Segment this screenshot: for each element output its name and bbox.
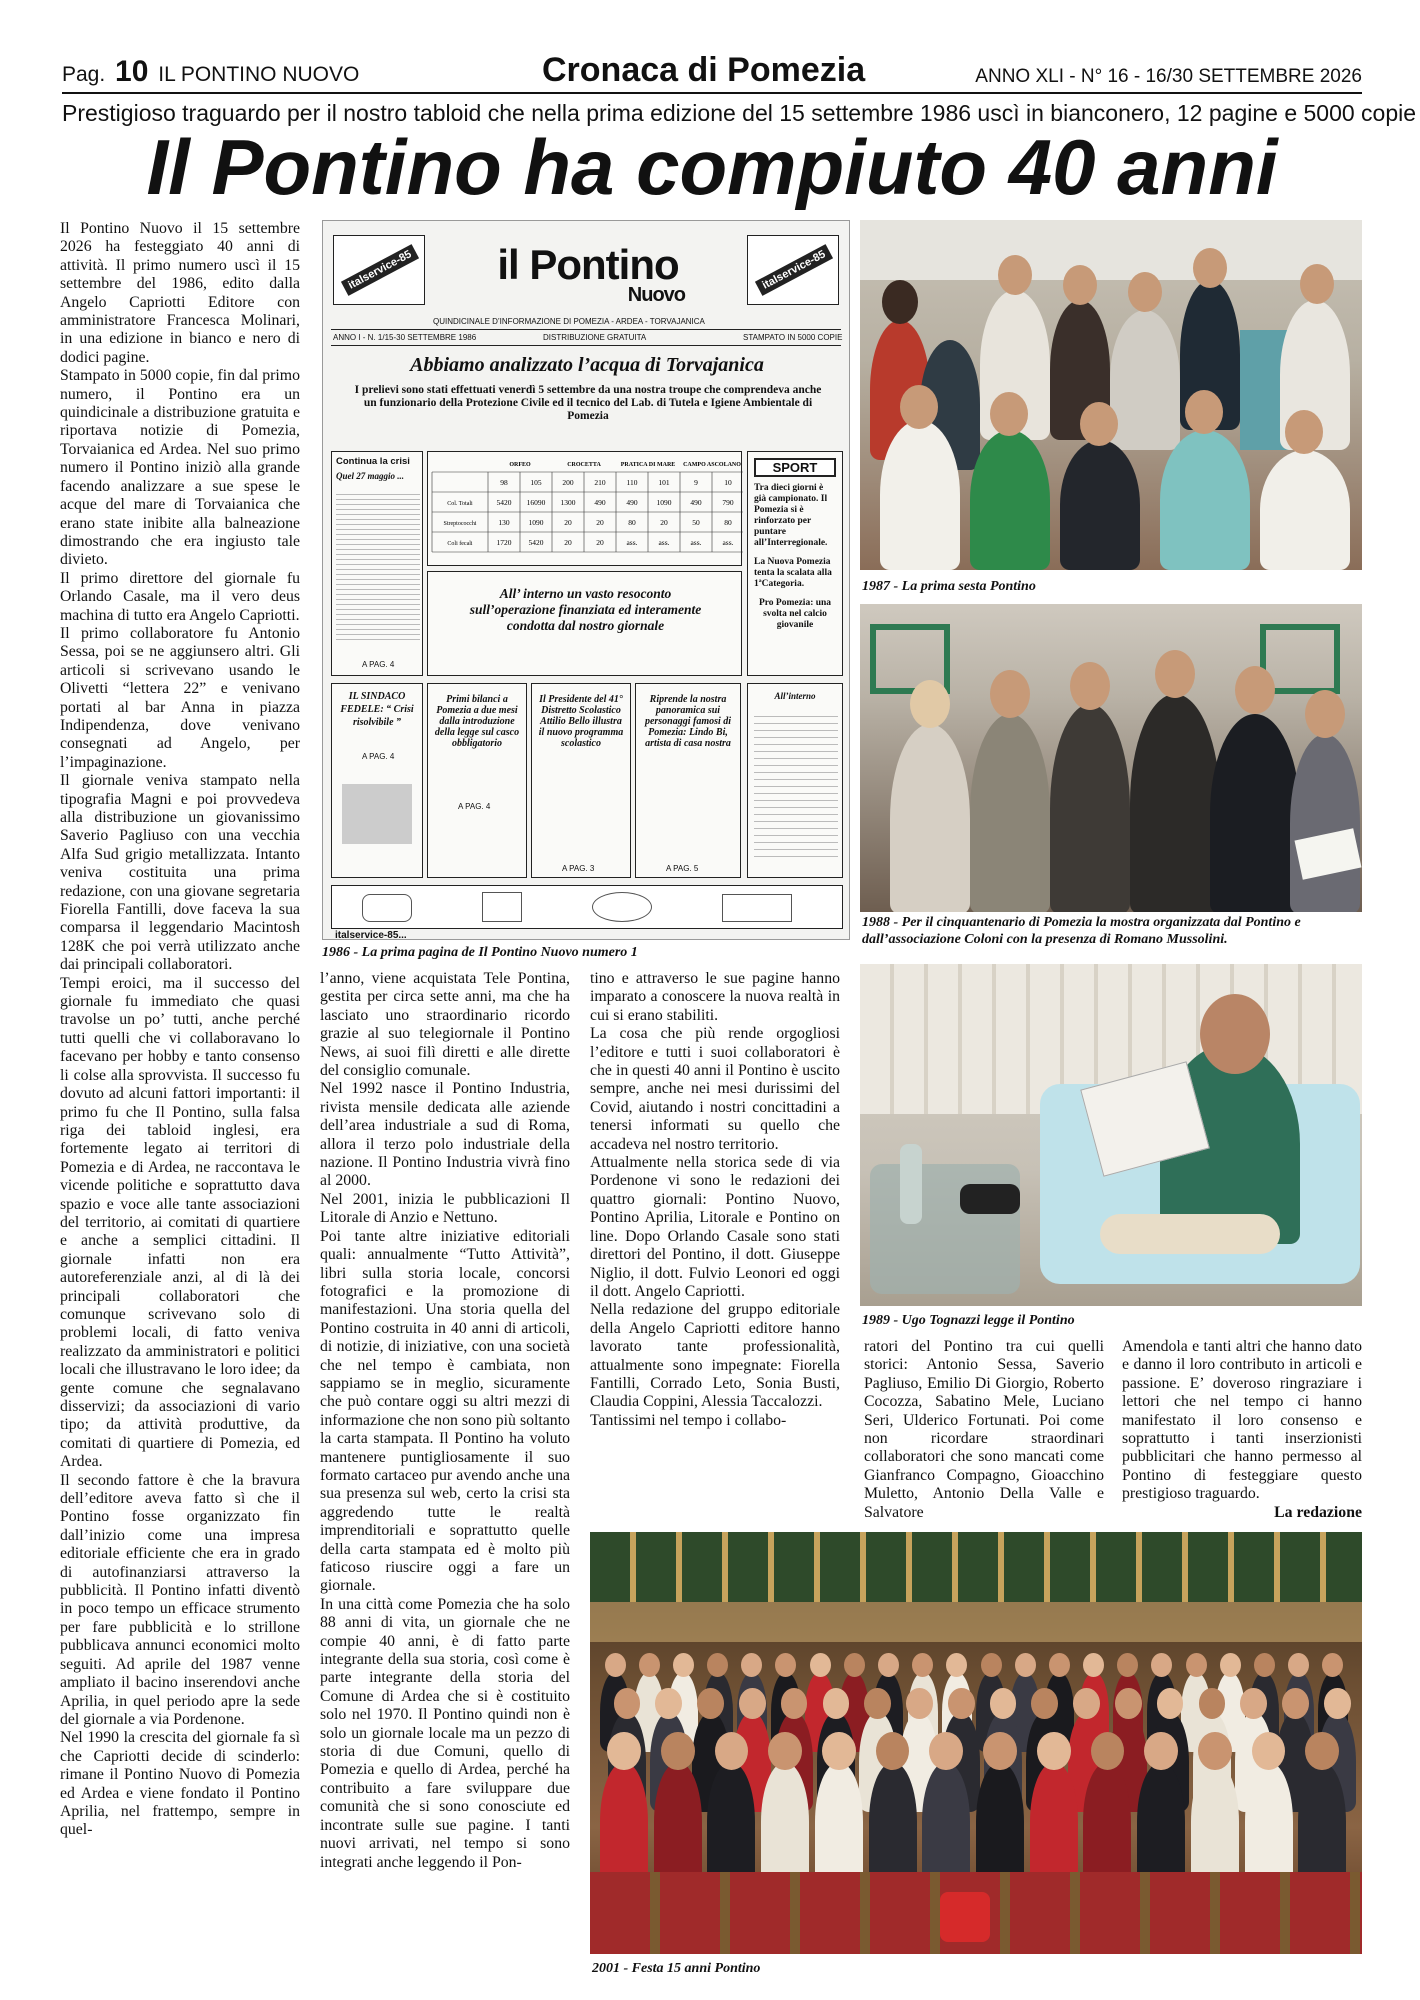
front-lead: I prelievi sono stati effettuati venerdì 5 settembre da una nostra troupe che comprendeva anche un funzionario della Protezione Civile ed il tecnico del Lab. di Tutela e Igiene Ambientale di Pomezia: [354, 384, 822, 422]
crowd-head: [697, 1688, 724, 1719]
paragraph: Nel 1990 la crescita del giornale fa sì che Capriotti decide di scinderlo: rimane il Pontino Nuovo di Pomezia ed Ardea e viene fondato il Pontino Aprilia, nel frattempo, sempre in quel-: [60, 1729, 300, 1839]
crowd-head: [946, 1653, 967, 1677]
crowd-head: [878, 1653, 899, 1677]
section-title: Cronaca di Pomezia: [542, 51, 866, 89]
crowd-head: [1324, 1688, 1351, 1719]
article-column-3: [590, 970, 840, 1510]
crowd-head: [912, 1653, 933, 1677]
crowd-head: [948, 1688, 975, 1719]
crowd-figure: [600, 1762, 648, 1882]
table-cell: 50: [692, 518, 700, 527]
print-run-line: STAMPATO IN 5000 COPIE: [743, 333, 843, 342]
table-cell: 10: [724, 478, 732, 487]
crowd-head: [1083, 1653, 1104, 1677]
crowd-figure: [1083, 1762, 1131, 1882]
article-column-5: [1122, 1338, 1362, 1528]
article-column-2: [320, 970, 570, 1980]
paragraph: Nel 1992 nasce il Pontino Industria, rivista mensile dedicata alle aziende dell’area industriale a sud di Roma, allora il terzo polo industriale della nazione. Il Pontino Industria vivrà fino al 2000.: [320, 1080, 570, 1190]
issue-line: ANNO I - N. 1/15-30 SETTEMBRE 1986: [333, 333, 477, 342]
crowd-head: [614, 1688, 641, 1719]
crowd-head: [1186, 1653, 1207, 1677]
article-column-1: [60, 220, 300, 1980]
crowd-figure: [1191, 1762, 1239, 1882]
crisis-box: Continua la crisi Quel 27 maggio ... A PAG. 4: [331, 451, 423, 676]
table-cell: ass.: [690, 538, 702, 547]
table-cell: ORFEO: [509, 462, 531, 468]
crowd-head: [1144, 1732, 1178, 1771]
publication-name: IL PONTINO NUOVO: [158, 63, 360, 86]
crowd-head: [768, 1732, 802, 1771]
crowd-figure: [869, 1762, 917, 1882]
paragraph: In una città come Pomezia che ha solo 88 anni di vita, un giornale che ne compie 40 anni, è di fatto parte integrante della sua storia, così come è parte integrante della storia del Comune di Ardea che si è costituito solo nel 1970. Il Pontino quindi non è solo un giornale locale ma un pezzo di storia di due Comuni, quello di Pomezia e quello di Ardea, perché ha contribuito a fare sviluppare due comunità che si sono conosciute ed incontrate sulle sue pagine. I tanti nuovi arrivati, nel tempo si sono integrati anche leggendo il Pon-: [320, 1595, 570, 1871]
paragraph: Nella redazione del gruppo editoriale della Angelo Capriotti editore hanno lavorato tante professionalità, attualmente sono impegnate: Fiorella Fantilli, Corrado Leto, Sonia Busti, Claudia Coppini, Alessia Taccalozzi.: [590, 1301, 840, 1411]
interno-box: All’interno: [747, 683, 843, 878]
crowd-head: [822, 1732, 856, 1771]
signature: La redazione: [1274, 1503, 1362, 1521]
crowd-head: [1015, 1653, 1036, 1677]
page-prefix: Pag.: [62, 63, 106, 86]
caption-1987: 1987 - La prima sesta Pontino: [862, 579, 1036, 594]
table-cell: ass.: [658, 538, 670, 547]
table-cell: 98: [500, 478, 508, 487]
sindaco-box: IL SINDACO FEDELE: “ Crisi risolvibile ” A PAG. 4: [331, 683, 423, 878]
news-box-2: Il Presidente del 41° Distretto Scolastico Attilio Bello illustra il nuovo programma scolastico A PAG. 3: [531, 683, 631, 878]
crowd-head: [605, 1653, 626, 1677]
crowd-head: [781, 1688, 808, 1719]
front-main-title: Abbiamo analizzato l’acqua di Torvajanica: [410, 354, 764, 376]
crowd-head: [1073, 1688, 1100, 1719]
table-cell: CAMPO ASCOLANO: [683, 462, 741, 468]
crowd-head: [906, 1688, 933, 1719]
crowd-head: [1288, 1653, 1309, 1677]
crowd-figure: [815, 1762, 863, 1882]
table-cell: 200: [562, 478, 574, 487]
caption-2001: 2001 - Festa 15 anni Pontino: [592, 1961, 761, 1976]
crowd-head: [739, 1688, 766, 1719]
crowd-figure: [654, 1762, 702, 1882]
analysis-table-grid: [428, 452, 743, 567]
page-header: [62, 51, 1362, 94]
crowd-head: [823, 1688, 850, 1719]
table-cell: 5420: [496, 498, 512, 507]
table-cell: 16090: [526, 498, 546, 507]
crowd-head: [1049, 1653, 1070, 1677]
water-analysis-table: [427, 451, 742, 566]
photo-2001-party: [590, 1532, 1362, 1954]
crowd-head: [1151, 1653, 1172, 1677]
crowd-head: [1031, 1688, 1058, 1719]
crowd-head: [929, 1732, 963, 1771]
paragraph: Stampato in 5000 copie, fin dal primo numero, il Pontino era un quindicinale a distribuzione gratuita e riportava notizie di Pomezia, Torvaianica ed Ardea. Nel suo primo numero il Pontino iniziò alla grande facendo analizzare a sue spese le acque del mare di Torvaianica che erano state inibite alla balneazione dimostrando che era ingiusto tale divieto.: [60, 367, 300, 569]
photo-1989-tognazzi: [860, 964, 1362, 1306]
table-cell: 490: [690, 498, 702, 507]
crowd-head: [844, 1653, 865, 1677]
table-cell: 1300: [560, 498, 576, 507]
crowd-head: [1115, 1688, 1142, 1719]
crowd-head: [661, 1732, 695, 1771]
crowd-head: [864, 1688, 891, 1719]
paragraph: Tantissimi nel tempo i collabo-: [590, 1411, 787, 1429]
crowd-figure: [1245, 1762, 1293, 1882]
table-cell: 80: [724, 518, 732, 527]
cartoon-strip: [331, 885, 843, 929]
paragraph: Il Pontino Nuovo il 15 settembre 2026 ha festeggiato 40 anni di attività. Il primo numero uscì il 15 settembre del 1986, edito dalla Angelo Capriotti Editore con amministratore Francesca Molinari, in una edizione in bianco e nero di dodici pagine.: [60, 220, 300, 366]
crowd-figure: [707, 1762, 755, 1882]
table-cell: 105: [530, 478, 542, 487]
caption-1988: 1988 - Per il cinquantenario di Pomezia la mostra organizzata dal Pontino e dall’associazione Coloni con la presenza di Romano Mussolini.: [862, 915, 1301, 947]
table-cell: PRATICA DI MARE: [620, 462, 676, 468]
kicker: Prestigioso traguardo per il nostro tabloid che nella prima edizione del 15 settembre 1986 uscì in bianconero, 12 pagine e 5000 copie: [62, 100, 1417, 126]
inside-box: All’ interno un vasto resoconto sull’operazione finanziata ed interamente condotta dal nostro giornale: [427, 571, 742, 676]
crowd-head: [810, 1653, 831, 1677]
photo-1987-group: [860, 220, 1362, 570]
table-cell: 130: [498, 518, 510, 527]
crowd-head: [1117, 1653, 1138, 1677]
crowd-head: [1240, 1688, 1267, 1719]
table-cell: 490: [594, 498, 606, 507]
headline: Il Pontino ha compiuto 40 anni: [146, 123, 1278, 211]
stamp-logo-right: italservice-85: [747, 235, 839, 305]
paragraph: ratori del Pontino tra cui quelli storici: Antonio Sessa, Saverio Pagliuso, Emilio Di Giorgio, Roberto Cocozza, Sabatino Mele, Luciano Seri, Ulderico Fortunati. Poi come non ricordare straordinari collaboratori che sono mancati come Gianfranco Compagno, Gioacchino Muletto, Antonio Della Valle e Salvatore: [864, 1338, 1104, 1521]
paragraph: Nel 2001, inizia le pubblicazioni Il Litorale di Anzio e Nettuno.: [320, 1190, 570, 1227]
crowd-head: [1199, 1688, 1226, 1719]
table-cell: 790: [722, 498, 734, 507]
bottom-strip-text: italservice-85...: [335, 930, 407, 940]
crowd-head: [607, 1732, 641, 1771]
table-cell: 1090: [528, 518, 544, 527]
crowd-figure: [1137, 1762, 1185, 1882]
page-number-block: [62, 55, 359, 89]
crowd-head: [655, 1688, 682, 1719]
caption-front-page: 1986 - La prima pagina de Il Pontino Nuovo numero 1: [322, 945, 638, 960]
crowd-head: [990, 1688, 1017, 1719]
photo-1988-exhibition: [860, 604, 1362, 912]
paragraph: Amendola e tanti altri che hanno dato e danno il loro contributo in articoli e passione. E’ doveroso ringraziare i lettori che nel tempo ci hanno manifestato il loro consenso e soprattutto i tanti inserzionisti pubblicitari che hanno permesso al Pontino di festeggiare questo prestigioso traguardo.: [1122, 1338, 1362, 1503]
crowd-figure: [1030, 1762, 1078, 1882]
paragraph: Attualmente nella storica sede di via Pordenone vi sono le redazioni dei quattro giornali: Pontino Nuovo, Pontino Aprilia, Litorale e Pontino on line. Dopo Orlando Casale sono stati direttori del Pontino, il dott. Giuseppe Niglio, il dott. Fulvio Leonori ed oggi il dott. Angelo Capriotti.: [590, 1154, 840, 1300]
caption-1989: 1989 - Ugo Tognazzi legge il Pontino: [862, 1313, 1075, 1328]
table-cell: 20: [564, 538, 572, 547]
table-cell: 490: [626, 498, 638, 507]
table-cell: 80: [628, 518, 636, 527]
crowd-head: [1305, 1732, 1339, 1771]
crowd-head: [741, 1653, 762, 1677]
table-cell: CROCETTA: [567, 462, 601, 468]
table-cell: ass.: [722, 538, 734, 547]
crowd-figure: [761, 1762, 809, 1882]
table-cell: 1090: [656, 498, 672, 507]
table-cell: 20: [596, 538, 604, 547]
crowd-head: [673, 1653, 694, 1677]
issue-info: ANNO XLI - N° 16 - 16/30 SETTEMBRE 2026: [975, 66, 1362, 87]
paragraph: tino e attraverso le sue pagine hanno imparato a conoscere la nuova realtà in cui si erano stabiliti.: [590, 970, 840, 1024]
crowd-figure: [976, 1762, 1024, 1882]
crowd-figure: [922, 1762, 970, 1882]
crowd-head: [983, 1732, 1017, 1771]
news-box-1: Primi bilanci a Pomezia a due mesi dalla introduzione della legge sul casco obbligatorio A PAG. 4: [427, 683, 527, 878]
table-cell: 9: [694, 478, 698, 487]
crowd-head: [707, 1653, 728, 1677]
paragraph: La cosa che più rende orgogliosi l’editore e tutti i suoi collaboratori è che in questi 40 anni il Pontino è uscito sempre, anche nei mesi durissimi del Covid, aiutando i nostri concittadini a tenersi informati su quello che accadeva nel nostro territorio.: [590, 1025, 840, 1153]
masthead-line: QUINDICINALE D’INFORMAZIONE DI POMEZIA - ARDEA - TORVAJANICA: [433, 317, 705, 326]
table-cell: 1720: [496, 538, 512, 547]
paragraph: Il secondo fattore è che la bravura dell’editore aveva fatto sì che il Pontino fosse organizzato fin dall’inizio come una impresa editoriale efficiente che era in grado di autofinanziarsi attraverso la pubblicità. Il Pontino infatti diventò in poco tempo un efficace strumento per fare pubblicità e lo strillone pubblicava annunci economici molto seguiti. Ad aprile del 1987 venne ampliato il bacino inserendovi anche Aprilia, in quel periodo apre la sede del giornale a via Pordenone.: [60, 1471, 300, 1728]
table-cell: 110: [626, 478, 638, 487]
paragraph: Il giornale veniva stampato nella tipografia Magni e poi provvedeva alla distribuzione un giovanissimo Saverio Pagliuso con una vecchia Alfa Sud grigio metallizzata. Intanto veniva costituita una prima redazione, con una giovane segretaria Fiorella Fantilli, dove faceva la sua comparsa il leggendario Macintosh 128K che poi verrà utilizzato anche dai principali collaboratori.: [60, 772, 300, 974]
table-cell: 20: [660, 518, 668, 527]
table-cell: Col. Totali: [447, 501, 473, 507]
table-cell: ass.: [626, 538, 638, 547]
table-cell: 210: [594, 478, 606, 487]
distribution-line: DISTRIBUZIONE GRATUITA: [543, 333, 647, 342]
crowd-head: [1037, 1732, 1071, 1771]
page-number: 10: [115, 55, 149, 88]
paragraph: Il primo collaboratore fu Antonio Sessa, poi se ne aggiunsero altri. Gli articoli si scrivevano usando le Olivetti “lettera 22” e venivano portati al bar Anna in piazza Indipendenza, dove venivano consegnati ad Angelo, per l’impaginazione.: [60, 624, 300, 771]
masthead-logo: il Pontino Nuovo: [497, 241, 685, 306]
table-cell: 5420: [528, 538, 544, 547]
front-page-1986-image: [322, 220, 850, 940]
crowd-head: [639, 1653, 660, 1677]
paragraph: Tempi eroici, ma il successo del giornale fu immediato che quasi travolse un po’ tutti, anche perché tutti quelli che vi collaboravano lo facevano per hobby e tanto consenso li colse alla sprovvista. Il successo fu dovuto ad alcuni fattori importanti: il primo fu che Il Pontino, sulla falsa riga dei tabloid inglesi, era fortemente legato ai territori di Pomezia e di Ardea, ne raccontava le vicende politiche e soprattutto dava spazio e voce alle tante associazioni del territorio, ai comitati di quartiere e anche a semplici cittadini. Il giornale infatti non era autoreferenziale anzi, al di là dei principali collaboratori che comunque scrivevano solo di problemi locali, di fatto veniva realizzato da amministratori e politici locali che illustravano le loro idee; da gente comune che segnalavano disservizi; da associazioni di vario tipo; da attività produttive, da comitati di quartiere di Pomezia, ed Ardea.: [60, 974, 300, 1471]
crowd-head: [1282, 1688, 1309, 1719]
table-cell: 20: [564, 518, 572, 527]
crowd-head: [1198, 1732, 1232, 1771]
news-box-3: Riprende la nostra panoramica sui personaggi famosi di Pomezia: Lindo Bi, artista di casa nostra A PAG. 5: [635, 683, 741, 878]
crowd-head: [1220, 1653, 1241, 1677]
crowd-head: [1157, 1688, 1184, 1719]
crowd-head: [981, 1653, 1002, 1677]
crowd-head: [1254, 1653, 1275, 1677]
sport-box: SPORT Tra dieci giorni è già campionato. Il Pomezia si è rinforzato per puntare all’Interregionale. La Nuova Pomezia tenta la scalata alla 1ªCategoria. Pro Pomezia: una svolta nel calcio giovanile: [747, 451, 843, 676]
crowd-head: [1322, 1653, 1343, 1677]
table-cell: Coli fecali: [447, 541, 473, 547]
table-cell: 101: [658, 478, 670, 487]
crowd-head: [775, 1653, 796, 1677]
crowd-figure: [1298, 1762, 1346, 1882]
paragraph: Poi tante altre iniziative editoriali quali: annualmente “Tutto Attività”, libri sulla storia locale, concorsi fotografici e la promozione di manifestazioni. Una storia quella del Pontino costruita in 40 anni di articoli, di notizie, di iniziative, con una società che nel tempo è cambiata, non sappiamo se in meglio, sicuramente che può contare oggi su altri mezzi di informazione che non sono più soltanto la carta stampata. Il Pontino ha voluto mantenere puntigliosamente il suo formato cartaceo pur avendo anche una sua presenza sul web, certo la crisi sta aggredendo tutte le realtà imprenditoriali e soprattutto quelle della carta stampata ed è molto più faticoso riuscire oggi a fare un giornale.: [320, 1227, 570, 1595]
table-cell: 20: [596, 518, 604, 527]
paragraph: Il primo direttore del giornale fu Orlando Casale, ma il vero deus machina di tutto era Angelo Capriotti.: [60, 569, 300, 624]
article-column-4: [864, 1338, 1104, 1528]
table-cell: Streptococchi: [443, 521, 477, 527]
paragraph: l’anno, viene acquistata Tele Pontina, gestita per circa sette anni, ma che ha lasciato uno straordinario ricordo grazie al suo telegiornale il Pontino News, ai suoi filì diretti e alle dirette del consiglio comunale.: [320, 970, 570, 1080]
stamp-logo-left: italservice-85: [333, 235, 425, 305]
